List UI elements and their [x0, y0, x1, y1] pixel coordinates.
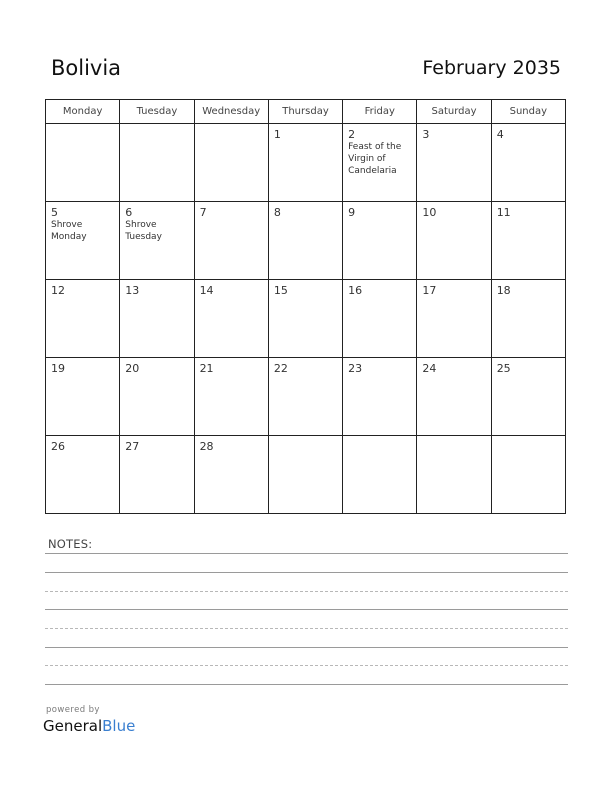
month-title: February 2035	[422, 57, 561, 79]
day-cell	[268, 124, 342, 202]
day-cell	[120, 280, 194, 358]
day-cell	[343, 202, 417, 280]
day-number	[120, 124, 193, 128]
day-cell	[268, 202, 342, 280]
day-number: 8	[273, 206, 281, 219]
weekday-wednesday: Wednesday	[194, 100, 268, 124]
day-cell	[120, 436, 194, 514]
day-cell	[417, 124, 491, 202]
weekday-header-row	[46, 100, 566, 124]
day-cell	[491, 436, 565, 514]
day-cell	[46, 358, 120, 436]
day-cell	[343, 280, 417, 358]
brand-logo	[43, 717, 135, 735]
day-number: 3	[422, 128, 430, 141]
day-cell	[491, 358, 565, 436]
day-number: 20	[125, 362, 140, 375]
day-number	[417, 436, 490, 440]
brand-blue: Blue	[102, 717, 136, 735]
day-number: 2	[348, 128, 356, 141]
notes-line	[45, 591, 568, 592]
day-number: 21	[199, 362, 214, 375]
day-cell	[194, 436, 268, 514]
week-row	[46, 436, 566, 514]
day-number	[343, 436, 416, 440]
day-cell	[343, 358, 417, 436]
day-number: 9	[348, 206, 356, 219]
holiday-label: Feast of the Virgin of Candelaria	[348, 142, 402, 176]
day-cell	[417, 280, 491, 358]
day-number	[492, 436, 565, 440]
brand-general: General	[43, 717, 103, 735]
weekday-thursday: Thursday	[268, 100, 342, 124]
day-number: 6	[125, 206, 133, 219]
week-row	[46, 280, 566, 358]
day-cell	[46, 436, 120, 514]
day-number	[269, 436, 342, 440]
country-title: Bolivia	[51, 56, 122, 80]
day-cell	[491, 124, 565, 202]
notes-line	[45, 665, 568, 666]
day-number: 4	[496, 128, 504, 141]
day-number: 1	[273, 128, 281, 141]
weekday-friday: Friday	[343, 100, 417, 124]
day-cell	[120, 358, 194, 436]
day-number: 23	[348, 362, 363, 375]
calendar-grid	[45, 99, 566, 514]
day-cell	[194, 280, 268, 358]
day-cell	[46, 202, 120, 280]
day-cell	[343, 436, 417, 514]
notes-line	[45, 647, 568, 648]
weekday-saturday: Saturday	[417, 100, 491, 124]
notes-line	[45, 553, 568, 554]
day-cell	[491, 202, 565, 280]
day-cell	[194, 124, 268, 202]
day-number: 15	[273, 284, 288, 297]
day-number: 7	[199, 206, 207, 219]
notes-line	[45, 628, 568, 629]
day-cell	[417, 436, 491, 514]
notes-line	[45, 684, 568, 685]
day-cell	[268, 436, 342, 514]
notes-line	[45, 609, 568, 610]
day-cell	[417, 358, 491, 436]
day-number: 25	[496, 362, 511, 375]
day-number: 28	[199, 440, 214, 453]
day-cell	[194, 202, 268, 280]
holiday-label: Shrove Tuesday	[125, 220, 162, 242]
day-number: 10	[422, 206, 437, 219]
holiday-label: Shrove Monday	[51, 220, 87, 242]
week-row	[46, 202, 566, 280]
day-cell	[417, 202, 491, 280]
day-number: 14	[199, 284, 214, 297]
day-cell	[343, 124, 417, 202]
day-number	[195, 124, 268, 128]
weekday-sunday: Sunday	[491, 100, 565, 124]
day-cell	[46, 124, 120, 202]
day-cell	[268, 280, 342, 358]
day-number: 27	[125, 440, 140, 453]
day-number	[46, 124, 119, 128]
week-row	[46, 358, 566, 436]
day-number: 18	[496, 284, 511, 297]
day-cell	[491, 280, 565, 358]
weekday-monday: Monday	[46, 100, 120, 124]
day-cell	[194, 358, 268, 436]
day-number: 5	[51, 206, 58, 219]
day-cell	[120, 202, 194, 280]
notes-label: NOTES:	[48, 537, 93, 551]
powered-by-text: powered by	[46, 705, 100, 715]
week-row	[46, 124, 566, 202]
day-cell	[268, 358, 342, 436]
day-number: 22	[273, 362, 288, 375]
day-number: 24	[422, 362, 437, 375]
notes-line	[45, 572, 568, 573]
day-cell	[46, 280, 120, 358]
day-number: 13	[125, 284, 140, 297]
day-number: 26	[51, 440, 65, 453]
day-number: 12	[51, 284, 65, 297]
day-number: 16	[348, 284, 363, 297]
day-cell	[120, 124, 194, 202]
day-number: 17	[422, 284, 437, 297]
weekday-tuesday: Tuesday	[120, 100, 194, 124]
day-number: 19	[51, 362, 65, 375]
day-number: 11	[496, 206, 511, 219]
